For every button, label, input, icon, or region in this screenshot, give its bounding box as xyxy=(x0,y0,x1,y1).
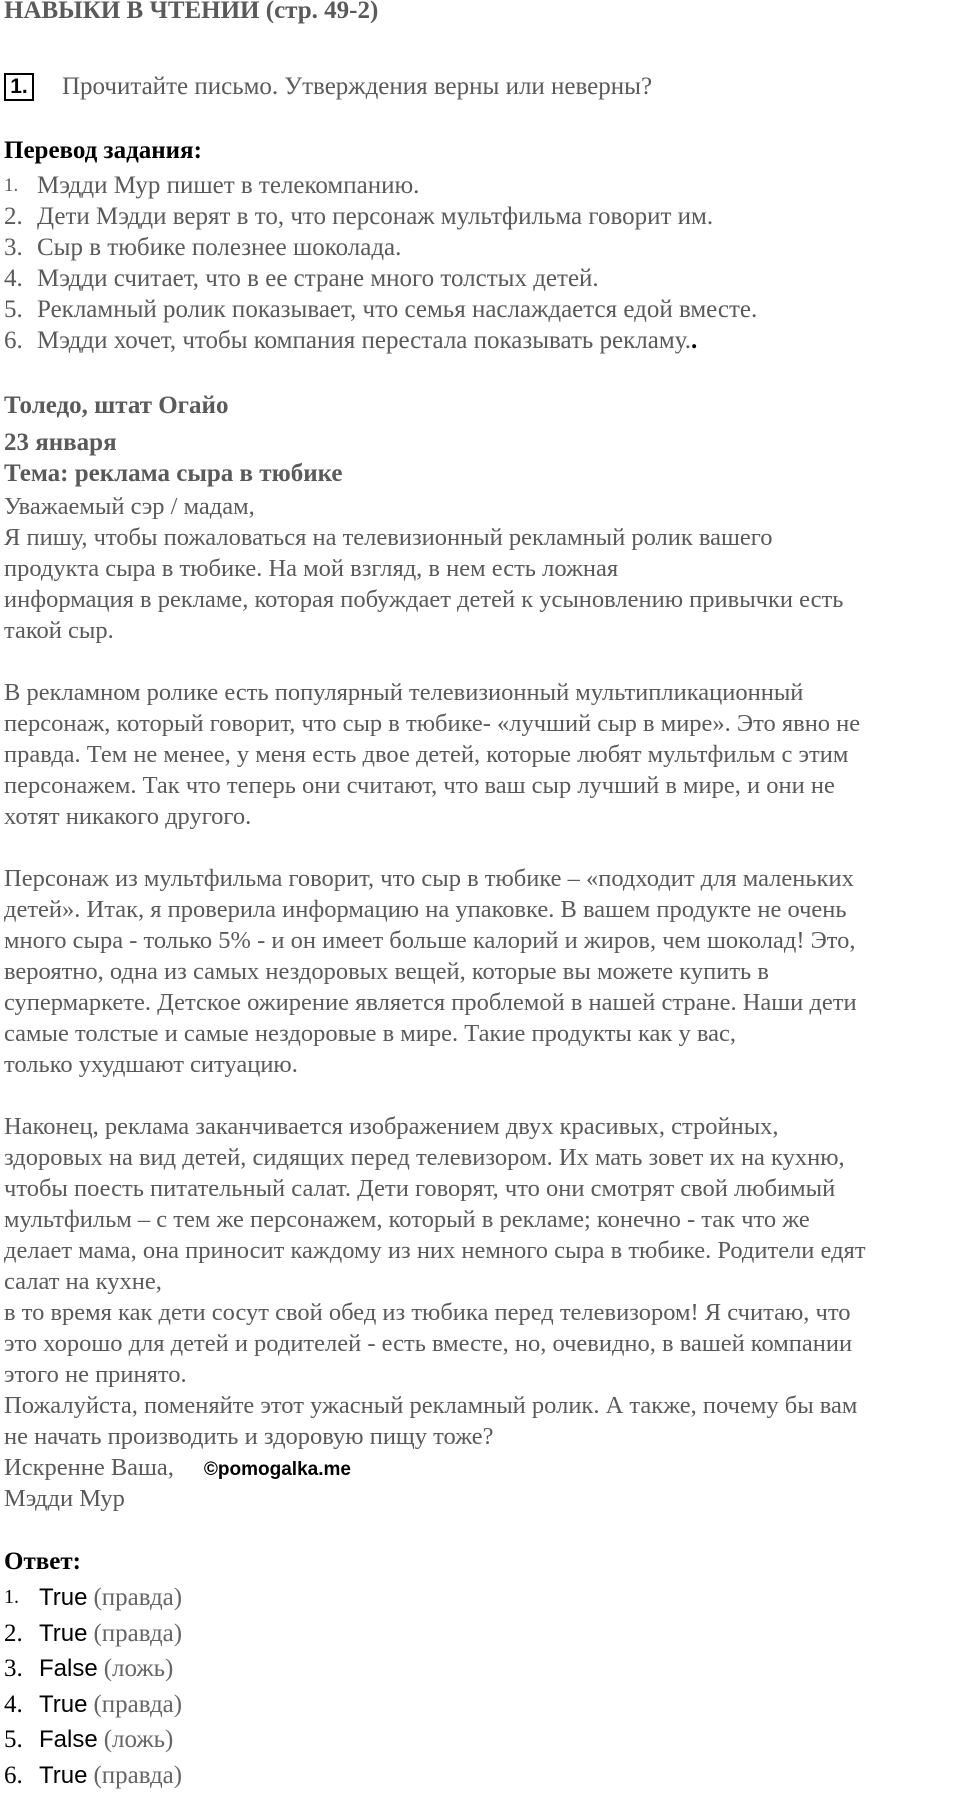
answer-label: Ответ: xyxy=(4,1548,81,1575)
watermark-text: ©pomogalka.me xyxy=(203,1459,351,1480)
letter-line: продукта сыра в тюбике. На мой взгляд, в нем есть ложная xyxy=(4,555,619,582)
paragraph-gap xyxy=(4,1080,959,1111)
answer-item xyxy=(4,1616,182,1652)
answer-number: 6. xyxy=(4,1761,23,1789)
list-item xyxy=(4,294,757,325)
letter-line: салат на кухне, xyxy=(4,1268,162,1295)
list-item-text: Сыр в тюбике полезнее шоколада. xyxy=(37,234,402,261)
letter-line: информация в рекламе, которая побуждает детей к усыновлению привычки есть xyxy=(4,586,844,613)
answer-value: True xyxy=(39,1761,88,1789)
answer-note: (правда) xyxy=(93,1690,183,1718)
answer-list xyxy=(4,1580,182,1794)
list-item xyxy=(4,170,757,201)
list-item xyxy=(4,263,757,294)
list-item-number: 1. xyxy=(4,175,19,196)
translation-list xyxy=(4,170,757,356)
answer-note: (ложь) xyxy=(103,1726,174,1754)
list-item-number: 5. xyxy=(4,296,23,323)
list-item-final-period: . xyxy=(690,327,698,354)
letter-line: персонажем. Так что теперь они считают, что ваш сыр лучший в мире, и они не xyxy=(4,772,835,799)
letter-line: Пожалуйста, поменяйте этот ужасный рекламный ролик. А также, почему бы вам xyxy=(4,1392,858,1419)
answer-note: (ложь) xyxy=(103,1655,174,1683)
letter-date: 23 января xyxy=(4,429,117,456)
task-text: Прочитайте письмо. Утверждения верны или неверны? xyxy=(62,73,653,100)
paragraph-gap xyxy=(4,646,959,677)
answer-number: 2. xyxy=(4,1619,23,1647)
answer-number: 3. xyxy=(4,1655,23,1683)
letter-signature: Мэдди Мур xyxy=(4,1485,125,1512)
list-item-number: 6. xyxy=(4,327,23,354)
answer-item xyxy=(4,1687,182,1723)
letter-greeting: Уважаемый сэр / мадам, xyxy=(4,493,255,520)
list-item-number: 4. xyxy=(4,265,23,292)
answer-value: False xyxy=(39,1726,98,1754)
letter-line: это хорошо для детей и родителей - есть вместе, но, очевидно, в вашей компании xyxy=(4,1330,853,1357)
letter-line: персонаж, который говорит, что сыр в тюбике- «лучший сыр в мире». Это явно не xyxy=(4,710,861,737)
answer-number: 5. xyxy=(4,1726,23,1754)
letter-line: этого не принято. xyxy=(4,1361,187,1388)
list-item xyxy=(4,201,757,232)
answer-value: True xyxy=(39,1584,88,1611)
letter-line: супермаркете. Детское ожирение является проблемой в нашей стране. Наши дети xyxy=(4,989,857,1016)
list-item-text: Мэдди Мур пишет в телекомпанию. xyxy=(37,172,420,199)
letter-line: хотят никакого другого. xyxy=(4,803,252,830)
letter-line: детей». Итак, я проверила информацию на упаковке. В вашем продукте не очень xyxy=(4,896,847,923)
answer-value: True xyxy=(39,1619,88,1647)
letter-line: только ухудшают ситуацию. xyxy=(4,1051,298,1078)
answer-value: False xyxy=(39,1655,98,1683)
letter-line: много сыра - только 5% - и он имеет больше калорий и жиров, чем шоколад! Это, xyxy=(4,927,856,954)
letter-line: Я пишу, чтобы пожаловаться на телевизионный рекламный ролик вашего xyxy=(4,524,773,551)
letter-body xyxy=(4,491,959,1514)
letter-line: В рекламном ролике есть популярный телевизионный мультипликационный xyxy=(4,679,804,706)
letter-line: мультфильм – с тем же персонажем, который в рекламе; конечно - так что же xyxy=(4,1206,810,1233)
page-title: НАВЫКИ В ЧТЕНИИ (стр. 49-2) xyxy=(4,0,379,24)
answer-note: (правда) xyxy=(93,1761,183,1789)
letter-line: правда. Тем не менее, у меня есть двое детей, которые любят мультфильм с этим xyxy=(4,741,849,768)
answer-item xyxy=(4,1651,182,1687)
translation-label: Перевод задания: xyxy=(4,137,202,164)
letter-line: такой сыр. xyxy=(4,617,114,644)
list-item xyxy=(4,232,757,263)
letter-line: самые толстые и самые нездоровые в мире. Такие продукты как у вас, xyxy=(4,1020,736,1047)
letter-closing: Искренне Ваша, xyxy=(4,1454,174,1481)
list-item-number: 3. xyxy=(4,234,23,261)
letter-closing-line xyxy=(4,1452,959,1483)
answer-item xyxy=(4,1722,182,1758)
answer-note: (правда) xyxy=(93,1584,183,1611)
answer-number: 4. xyxy=(4,1690,23,1718)
letter-line: делает мама, она приносит каждому из них немного сыра в тюбике. Родители едят xyxy=(4,1237,866,1264)
list-item-text: Дети Мэдди верят в то, что персонаж мультфильма говорит им. xyxy=(37,203,714,230)
letter-line: здоровых на вид детей, сидящих перед телевизором. Их мать зовет их на кухню, xyxy=(4,1144,845,1171)
letter-place: Толедо, штат Огайо xyxy=(4,392,229,419)
letter-line: вероятно, одна из самых нездоровых вещей, которые вы можете купить в xyxy=(4,958,769,985)
letter-subject: Тема: реклама сыра в тюбике xyxy=(4,460,343,487)
letter-line: не начать производить и здоровую пищу тоже? xyxy=(4,1423,494,1450)
answer-number: 1. xyxy=(4,1586,19,1608)
letter-line: чтобы поесть питательный салат. Дети говорят, что они смотрят свой любимый xyxy=(4,1175,836,1202)
list-item-text: Мэдди считает, что в ее стране много толстых детей. xyxy=(37,265,599,292)
task-number-box: 1. xyxy=(4,73,34,101)
answer-item xyxy=(4,1580,182,1616)
list-item-text: Мэдди хочет, чтобы компания перестала показывать рекламу. xyxy=(37,327,691,354)
list-item-text: Рекламный ролик показывает, что семья наслаждается едой вместе. xyxy=(37,296,758,323)
letter-line: Персонаж из мультфильма говорит, что сыр в тюбике – «подходит для маленьких xyxy=(4,865,854,892)
list-item-number: 2. xyxy=(4,203,23,230)
letter-line: в то время как дети сосут свой обед из тюбика перед телевизором! Я считаю, что xyxy=(4,1299,851,1326)
answer-item xyxy=(4,1758,182,1794)
task-line xyxy=(4,70,652,104)
paragraph-gap xyxy=(4,832,959,863)
answer-value: True xyxy=(39,1690,88,1718)
list-item xyxy=(4,325,757,356)
answer-note: (правда) xyxy=(93,1619,183,1647)
letter-line: Наконец, реклама заканчивается изображением двух красивых, стройных, xyxy=(4,1113,779,1140)
